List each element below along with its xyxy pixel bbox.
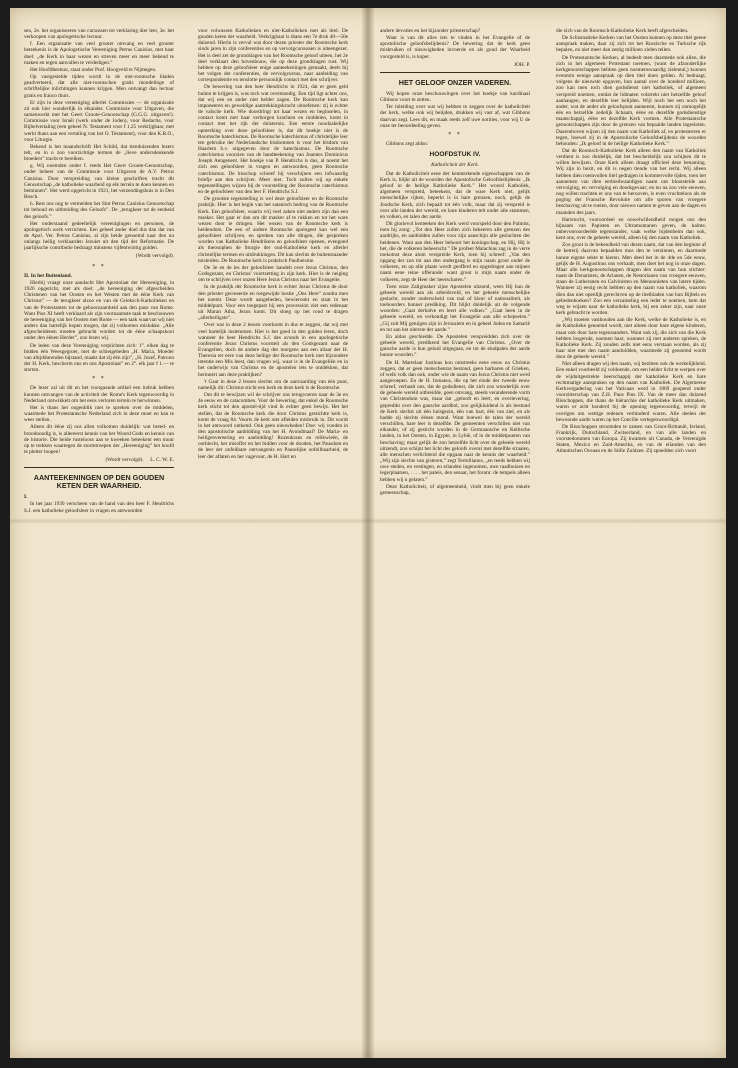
- paragraph: De 3e en 4e les der geloofsleer handelt over Jezus Christus, den Godsgezant, en Christus' voortzetting in zijn kerk. Hier is de neiging om te schrijven over onzen Here Jezus Christus naar het Evangelie.: [198, 264, 348, 284]
- column-4: [556, 28, 706, 1038]
- paragraph: g. Wij noemden onder f. reeds Het Geert Groote-Genootschap, onder beheer van de Commissie voor Uitgaven de A.V. Petrus Canisius. Door verspreiding van kleine geschriften tracht dit Genootschap „de katholieke waarheid op elk terrein te doen kennen en beminnen”. Het werd opgericht in 1921, het verzendingshuis is in Den Bosch.: [24, 163, 174, 201]
- continued-note: (Wordt vervolgd).: [105, 457, 144, 464]
- paragraph: Zoo groot is de bekendheid van dezen naam, dat van den beginne af de ketterij daarvan bepaalden mus den te verzinnen, en daarmede hunne eigene sekte te kieren. Men deed het in de 4de en 5de eeuw, gelijk de H. Augustinus ons verhaalt, men doet het nog in onze dagen. Maar alle kerkgenootschappen dragen den naam van hun stichter: naast de Donatisten, de Arianen, de Nestorianen van vroegere eeuwen, staan de Lutheranen en Calvinisten en Mennonieten van latere tijden. Wanneer zij eenig recht hebben op den naam van katholiek, waarom dien dan niet openlijk gerechtven op de titelbladen van hun Bijbels en gebedenboeken? Zoo een verzameling een ieder te noemen, hem dat weg te wijzen naar de katholieke kerk, bij een zeker zijn, naar onze kerk gebracht te worden.: [556, 242, 706, 317]
- chapter-heading: HOOFDSTUK IV.: [429, 151, 481, 159]
- paragraph: De H. Martelaar Justinus kon omstreeks eene eeuw na Christus zeggen, dat er geen menschenras bestond, geen barbaren of Grieken, of welk volk dan ook, onder wie de naam van Jezus Christus niet werd aangeroepen. En de H. Irenaeus, die op het einde der tweede eeuw schreef, verhaalt ons, dat de godsdienst, die zich zoo wonderlijk over de geheele wereld uitbreidde, geen omvang, steeds veranderende vorm van Christendom was, maar dat „gelooft en leert, en overlevering, gepredikt over den gansche aardbol, zoo gelijkluidend is als bestond de Kerk slechts uit één huisgezin, één van hart, één van ziel, en als hadde zij slechts éénen mond. Want hoewel de talen der wereld verschillen, hare leer is dezelfde. De gemeenten verschillen niet van elkander, of zij gesticht worden in de Germaansche en Keltische landen, in het Oosten, in Egypte, in Lybië, of in de middelpunten van beschaving; maar gelijk de zon hetzelfde licht over de geheele wereld uitzendt, zoo schijnt het licht des geloofs overal met dezelfde straalen, alle menschen verlichtend die opgaan naar de kennis der waarheid.” „Wij zijn slechts van gisteren,” zegt Tertullianus, „en reeds hebben wij uwe steden, en vestingen, en eilanden ingenomen, uwe raadhuizen en legerplaatsen, . . . . het paleis, den senaat, het forum: de tempels alleen hebben wij u gelaten.”: [380, 359, 530, 483]
- paragraph: Toen onze Zaligmaker zijne Apostelen uitzond, wees Hij hun de geheele wereld aan als arbeidsveld, en het geheele menschelijke geslacht, zonder onderscheid van taal of kleur of nationaliteit, als toehoorders hunner prediking. Dit blijkt duidelijk uit de volgende woorden: „Gaat derhalve en leert alle volken.” „Gaat heen in de geheele wereld, en verkondigt het Evangelie aan alle schepselen.” „Gij zult Mij getuigen zijn in Jerusalem en in geheel Judea en Samarië en tot aan het uiterste der aarde.”: [380, 283, 530, 333]
- paragraph: die zich van de Roomsch-Katholieke Kerk heeft afgescheiden.: [556, 28, 689, 34]
- paragraph: Dat de Roomsch-Katholieke Kerk alleen den naam van Katholiek verdient is zoo duidelijk, dat het bescheidelijk zou schijnen dit te willen bewijzen. Onze Kerk alleen draagt officieel deze benaming. Wij zijn in bezit, en dit is negen tiende van het recht. Wij alleen hebben dien roemvollen titel gedragen in kommervolle tijden, toen het aannemen van dien eerbiedwaardigen naam ons blootstelde aan vervolging, en vervolging en doodsgevaar; en nu na zoo vele eeuwen, nog willen trachten er ons van te berooven, is even vruchteloos als de poging der Fransche Revolutie om alle sporen van vroegere beschaving uit te roeien, door nieuwe namen te geven aan de dagen en maanden des jaars.: [556, 147, 706, 216]
- author-signature: JOH. P.: [513, 61, 530, 68]
- paragraph: Op vastgestelde tijden wordt in de niet-roomsche bladen geadverteerd, dat alle niet-roomschen gratis mondelinge of schriftelijke inlichtingen kunnen krijgen. Men ontvangt dan lectuur gratis en franco thuis.: [24, 74, 174, 99]
- paragraph: Hierbij vraagt onze aandacht Het Apostolaat der Hereeniging, in 1926 opgericht, met als doel: „de hereeniging der afgescheiden Christenen van het Oosten en het Westen met de ééne Kerk van Christus” — de terugkeer alzoo en van de Grieksch-Katholieken en van de Protestanten tot de gehoorzaamheid aan den paus van Rome. Want Pius XI heeft verklaard als zijn voornaamste taak te beschouwen de hereeniging van het Oosten met Rome — een taak waarvan wij niet anders dan hartelijk hopen mogen, dat zij volkomen mislukke. „Alle afgescheidenen moeten gebracht worden tot de ééne schaapskooi onder den éénen Herder”, zoo lezen wij.: [24, 279, 174, 342]
- paragraph: Er zijn in deze vereeniging allerlei Commissies — de organisatie zit ook hier wonderlijk in elkander. Commissie voor Uitgaven, die samenwerkt met het Geert Groote-Genootschap (G.G.G. uitgaven!). Commissie voor Israël (werk onder de Joden), voor Redactie, voor Bijbelvertaling (een geheel N. Testament voor f 1.25 verkrijgbaar, met werkt thans aan een vertaling van het O. Testament), voor den K.R.O., voor Liturgie.: [24, 99, 174, 143]
- divider-rule: [380, 72, 530, 73]
- paragraph: „Wij moeten vasthouden aan die Kerk, welke de Katholieke is, en de Katholieke genoemd wordt, niet alleen door hare eigene kinderen, maar ook door hare tegenstanders. Want ook zij, die zich van die Kerk hebben losgerukt, noemen haar, wanneer zij met anderen spreken, de Katholieke Kerk. Zij zouden zelfs niet eens verstaan worden, als zij haar niet met den naam aanduidden, waarmede zij genoemd wordt door de geheele wereld.”: [556, 317, 706, 361]
- paragraph: Het onderstaand gedeeltelijk vereenigingen en personen, de apologetisch werk verrichten. Een geheel ander doel dus dan dat van de Apol. Ver. Petrus Canisius, al zijn beide genoemd naar den nu onlangs heilig verklaarden Jezuiet uit den tijd der Reformatie. De jaarlijksche contributie bedraagt minstens vijfentwintig gulden.: [24, 220, 174, 252]
- section-divider: * *: [448, 131, 462, 138]
- paragraph: De Schismatieke Kerken van het Oosten kunnen op deze titel geene aanspraak maken, daar zij zich tot het Russische en Turksche rijk bepalen, en niet meer dan zestig millioen zielen tellen.: [556, 35, 706, 54]
- paragraph: De bewering van den heer Hendrichs in 1924, dat er geen geld buiten te krijgen is, was toch wat overmoedig. Een tijd ligt achter ons, dat wij een en ander niet helder zagen. De Roomsche kerk kan imponeeren en geweldige aantrekkingskracht uitoefenen: zij is echter de valsche kerk. Wie doordringt tot haar wezen en beginselen, in contact komt met haar verborgen krachten en middelen, komt in contact met het rijk der duisternis. Een eerste noodzakelijke opmerking over deze geloofsleer is, dat dit boekje niet is de Roomsche katechismus. De Roomsche katechismus of christelijke leer ten gebruike der Nederlandsche bisdommen is voor het bisdom van Haarlem b.v. uitgegeven door de katechismus. De Roomsche catechismus voorzien van de handteekening van Joannes Dominicus Joseph Aengenent. Het boekje van P. Hendrichs is dus, al noemt het zich een geloofsleer in vragen en antwoorden, geen Roomsche catechismus. De bisschop schreef bij verschijnen een lofwaardig briefje aan den schrijver. Meer niet. Toch zullen wij op enkele tegenstellingen wijzen bij de voorstelling der Roomsche catechismus en de geloofsleer van den leer F. Hendrichs S.J.: [198, 84, 348, 196]
- paragraph: Het Hoofdbestuur, staat onder Prof. Hoogveld te Nijmegen.: [30, 66, 157, 73]
- paragraph: Over wat in deze 2 lessen voorkomt in dus te zeggen, dat wij met veel hartelijk instemmen. Hier is het goed in den gulden leren, doch wanneer de heer Hendrichs S.J. des avonds in een apologetische conferentie Jezus Christus voorstelt als den Godsgezant naar de Evangelien, doch de andere dag des morgens aan een altaar der H. Theresia ter eere van deze heilige der Roomsche kerk met bijzondere intentie een Mis leest, dan vragen wij, waar is in de Evangeliën en in het onderwijs van Christus en de apostelen iets te ontdekken, dat herinnert aan deze praktijken?: [198, 322, 348, 378]
- paragraph: De lezer zal uit dit en het voorgaande artikel een indruk hebben kunnen ontvangen van de activiteit der Rome's Kerk tegenwoordig in Nederland ontwikkelt om het eens verloren terrein te herwinnen.: [24, 385, 174, 404]
- chapter-subtitle: Katholiciteit der Kerk.: [431, 161, 479, 168]
- paragraph: Om dit te bewijzen wil de schrijver ons terugvoeren naar de 3e en 4e eeuw en de catacomben. Voor de bewering, dat enkel de Roomsche kerk sticht tot den apostel-tijd vind ik echter geen bewijs. Het het stellen, dat de Roomsche kerk die door Christus gestichtte kerk is, komt de vraag 84. Voorts de kerk niet afleiden misbruik in. Dit wordt in het antwoord ontkend. Ook geen nieuwheden! Doe: wij vonden in den apostolische aanbidding van het H. Avondmaal? De Maria- en heiligenvereering en aanbidding! Rozenkrans en relikwieën, de oorbiecht, het misoffer en het bidden voor de dooden, het Pausdom en de leer der onfeilbare ontvangenis en Pauselijke onfeilbaarheid, de leer der aflaten en het vagevuur, de H. Hart en: [198, 392, 348, 460]
- article-headline: HET GELOOF ONZER VADEREN.: [398, 77, 512, 87]
- paragraph: Ter inleiding over wat wij hebben te zeggen over de katholiciteit der kerk, welke ook wij belijden, drukken wij vast af, wat Gibbons daarvan zegt. Lees dit, en maak reeds zelf uwe notities, voor wij U de onze ter beoordeeling geven.: [380, 104, 530, 129]
- page-gutter: [362, 8, 374, 1058]
- paragraph: De Bisschoppen stroomden te zamen van Groot-Brittanië, Ierland, Frankrijk, Duitschland, Zwitserland, en van alle landen en voorstedommen van Europa. Zij kwamen uit Canada, de Vereenigde Staten, Mexico en Zuid-Amerika, en van de eilanden van den Atlantischen Oceaan en de Stille Zuidzee. Zij spoedden zich voort: [556, 423, 706, 455]
- paragraph: Gibbons zegt aldus:: [386, 141, 429, 148]
- paragraph: Het is thans het oogenblik niet te spreken over de middelen, waarmede het Protestantsche Nederland zich in deze moet en kan te weer stellen.: [24, 404, 174, 424]
- author-initials: L. C. W. E.: [150, 457, 174, 464]
- section-divider: * *: [92, 376, 106, 383]
- column-3: [380, 28, 530, 1038]
- divider-rule: [24, 467, 174, 468]
- paragraph: h. Rest ons nog te vermelden het Sint Petrus Canisius Genootschap tot behoud en uitbreiding des Geloofs”. De „terugkeer tot de eenheid des geloofs.”: [24, 201, 174, 220]
- paragraph: De leden van deze Vereeniging verplichten zich: 1°. elken dag te bidden één Weesgegroet, met de schietgebeden „H. Maria, Moeder van altijddurenden bijstand, maakt dat zij één zijn”, „H. Jozef, Patroon der H. Kerk, bescherm ons en ons Apostolaat” en 2°. elk jaar f 1.— te storten.: [24, 342, 174, 374]
- newspaper-page: [10, 8, 726, 1058]
- paragraph: andere devoties en het bijzonder priesterschap?: [380, 28, 481, 34]
- paragraph: Waar is van dit alles iets te vinden in het Evangelie of de apostolische geloofsbelijdenis? De bewering dat de kerk geen misbruiken of nieuwigheden invoerde en als goud der Waarheid voorgesteld is, is koper.: [380, 35, 530, 60]
- paragraph: Dit glorievol kenteeken der Kerk werd voorspeld door den Palmist, toen hij zong: „Tot den Heer zullen zich bekeeren alle grenzen des aardrijks, en aanbidden zullen voor zijn aanschijn alle geslachten der heidenen. Want aan den Heer behoort het koningschap, en Hij, Hij is het, die de volkeren beheerscht.” De profeet Malachias zag in de verre toekomst deze alom verspreide Kerk, toen hij schreef: „Van den opgang der zon tot aan den ondergang is mijn naam groot onder de volkeren, en op alle plaats wordt geofferd en opgedragen aan mijnen naam eene reine offerande: want groot is mijn naam onder de volkeren, zegt de Heer der heerscharen.”: [380, 221, 530, 283]
- paragraph: Hartstocht, vooroordeel en onwelwillendheid mogen ons den bijnaam van Papisten en Ultramontanen geven, de kalme, onbevooroordeelde tegenstander, vaak welke bijdenheim dan ook, kent ons, over de geheele wereld, alleen bij den naam van Katholiek.: [556, 216, 706, 242]
- paragraph: f. Een organisatie van veel grooter omvang en veel grooter beteekenis is de Apologetische Vereeniging Petrus Canisius, met haar doel: „de Kerk in haar wezen en streven meer en meer bekend te maken en tegen aanvallen te verdedigen.”: [24, 41, 174, 66]
- section-heading: I.: [24, 494, 28, 501]
- section-heading: II. In het Buitenland.: [24, 272, 72, 279]
- paragraph: Deze Katholiciteit, of algemeenheid, vindt men bij geen enkele gemeenschap,: [380, 483, 530, 496]
- paragraph: In de praktijk der Roomsche kerk is echter Jezus Christus de door den priester gecreeerde en toegewijde hostie „Ons Here” zoodra men het noemt. Deze wordt aangebeden, bewierookt en staat in het middelpunt. Voor een toegepast bij een procession ziet een redenaar uit Maran Atha, Jezus komt. Dit sloeg op het rond te dragen „allerheiligste”.: [198, 284, 348, 322]
- paragraph: De grootste tegenstelling is wel deze geloofsleer en de Roomsche praktijk. Hier is het begin van het satanisch bedrog van de Roomsche Kerk. Een geloofsleer, waarin vrij veel zaken niet anders zijn dan een masker. Het gaat er dan om dit masker af te rukken en tot het ware wezen door te dringen. Het wezen van de Roomsche kerk is heidendom. De een of andere Roomsche apologeet kan wel een geloofsleer schrijven, en spreken van alle dingen, die gespreken worden van Katholieke Hendrikens en geloofsleer openen, evengoed als theosophen de liturgie der oud-Katholieke kerk en allerlei christelijke termen en uitdrukkingen. Dit kan slechts de buitenstaander misleiden. De Roomsche kerk is praktisch Paulheisme.: [198, 196, 348, 264]
- paragraph: Niet alleen dragen wij den naam, wij bezitten ook de werkelijkheid. Een enkel voorbeeld zij voldoende, om een helder licht te werpen over de wijduitgestrekte heerschappij der katholieke Kerk en hare rechtmatige aanspraken op den naam van Katholiek. De Algemeene Kerkvergadering van het Vaticaan werd in 1869 geopend onder voorzitterschap van Z.H. Paus Pius IX. Van de meer dan duizend Bisschoppen, die thans de hiërarchie der katholieke Kerk uitmaken, waren er acht honderd bij de opening tegenwoordig, terwijl de overigen om wettige redenen verhinderd waren. Alle deelen der bewoonde aarde waren op het Concilie vertegenwoordigd.: [556, 361, 706, 423]
- column-1: [24, 28, 174, 1038]
- paragraph: Dat de Katholiciteit eene der kenmerkende eigenschappen van de Kerk is, blijkt uit de woorden der Apostolische Geloofsbelijdenis: „Ik geloof in de heilige Katholieke Kerk.” Het woord Katholiek, algemeen verspreid, beteekent, dat de ware Kerk niet, gelijk menschelijke rijken, beperkt is in hare grenzen, noch, gelijk de Joodsche Kerk, zich bepaalt tot één volk, maar dat zij verspreid is over alle landen der wereld, en hare kinderen telt onder alle stammen, en volken, en talen der aarde.: [380, 170, 530, 220]
- section-divider: * *: [92, 263, 106, 270]
- paragraph: sen, 2e. het organiseeren van cursussen tot verklaring dier leer, 3e. het verkoopen van apologetische lectuur.: [24, 28, 174, 41]
- to-be-continued: (Wordt vervolgd).: [135, 253, 174, 260]
- paragraph: De Protestantsche Kerken, al bedeelt men daarmede ook allen, die zich in het algemeen Protestant noemen, (want de afzonderlijke kerkgenootschappen hebben geen noemenswaardig zielental,) kunnen evenmin eenige aanspraak op dien titel doen gelden. Al bedraagt, volgens de nieuwste opgaven, hun aantal over de honderd millioen, zoo kan men toch dien godsdienst niet katholiek, of algemeen verspreid noemen, omdat de lidmaten volstrekt niet hetzelfde geloof aanhangen, en dezelfde leer belijden. Wijl noch het een noch het ander, wat de ander als geloofspunt aanneemt, kunnen zij onmogelijk één en hetzelfde zedelijk lichaam, ééne en dezelfde godsdienstige maatschappij, ééne en dezelfde Kerk vormen. Alle Protestantsche genootschappen zijn door de grenzen van bepaalde landen ingesloten. Daarenboven wijzen zij den naam van Katholiek af, en protesteeren er tegen, hoewel zij in de Apostolische Geloofsbelijdenis de woorden behouden: „Ik geloof in de heilige Katholieke Kerk.”: [556, 54, 706, 147]
- article-headline: AANTEEKENINGEN OP DEN GOUDEN KETEN DER WAARHEID.: [33, 473, 165, 491]
- paragraph: En aldus geschiedde. De Apostelen verspreidden zich over de geheele wereld, predikend het Evangelie van Christus. „Over de gansche aarde is hun geluid uitgegaan, en tot de eindpalen der aarde hunne woorden.”: [380, 333, 530, 359]
- paragraph: Bekend is het maandschrift Het Schild, dat tienduizenden lezers telt, en in o zoo voorzichtige termen de „lieve andersdenkende broeders” tracht te bereiken.: [24, 143, 174, 163]
- paragraph: Wij hopen onze beschouwingen over het boekje van kardinaal Gibbons voort te zetten.: [380, 90, 530, 104]
- paragraph: Alleen dit ééne zij ons allen volkomen duidelijk: wat breed- en broodnoodig is, is allereerst kennis van het Woord Gods en kennis van de historie. Die beide rustelooss aan te kweeken beteekent een muur op te trekken waartegen de stormtroepen der „Hereeniging” het hoofd te pletter loopen!: [24, 424, 174, 455]
- article-signature: [24, 457, 174, 463]
- paragraph: 't Gaat in deze 2 lessen slechts om de aanvaarding van één punt, namelijk dit: Christus sticht een kerk en deze kerk is de Roomsche.: [198, 378, 348, 391]
- column-2: [198, 28, 348, 1038]
- paragraph: In het jaar 1930 verscheen van de hand van den heer F. Hendrichs S.J. een katholieke geloofsleer in vragen en antwoorden: [24, 501, 174, 514]
- paragraph: voor volwassen Katholieken en niet-Katholieken met als titel: De gouden keten der waarheid. Verkrijgbaar is thans een 7e druk 40—50e duizend. Hierin is verval wat door dezen priester der Roomsche kerk sinds jaren in zijn conferenties en op vervolgcursussen is uiteengezet. Het is deel zet de grondslagen van het Roomsche geloof uiteen, het 2e deel verklaart den bovenbouw, die op deze grondslagen rust. Wij hebben op deze geloofsleer enige aanteekeningen gemaakt, deels bij het volgen der conferenties, de vervolgcursus, naar aanleiding van correspondentie en tenslotte persoonlijk contact met den schrijver.: [198, 28, 348, 84]
